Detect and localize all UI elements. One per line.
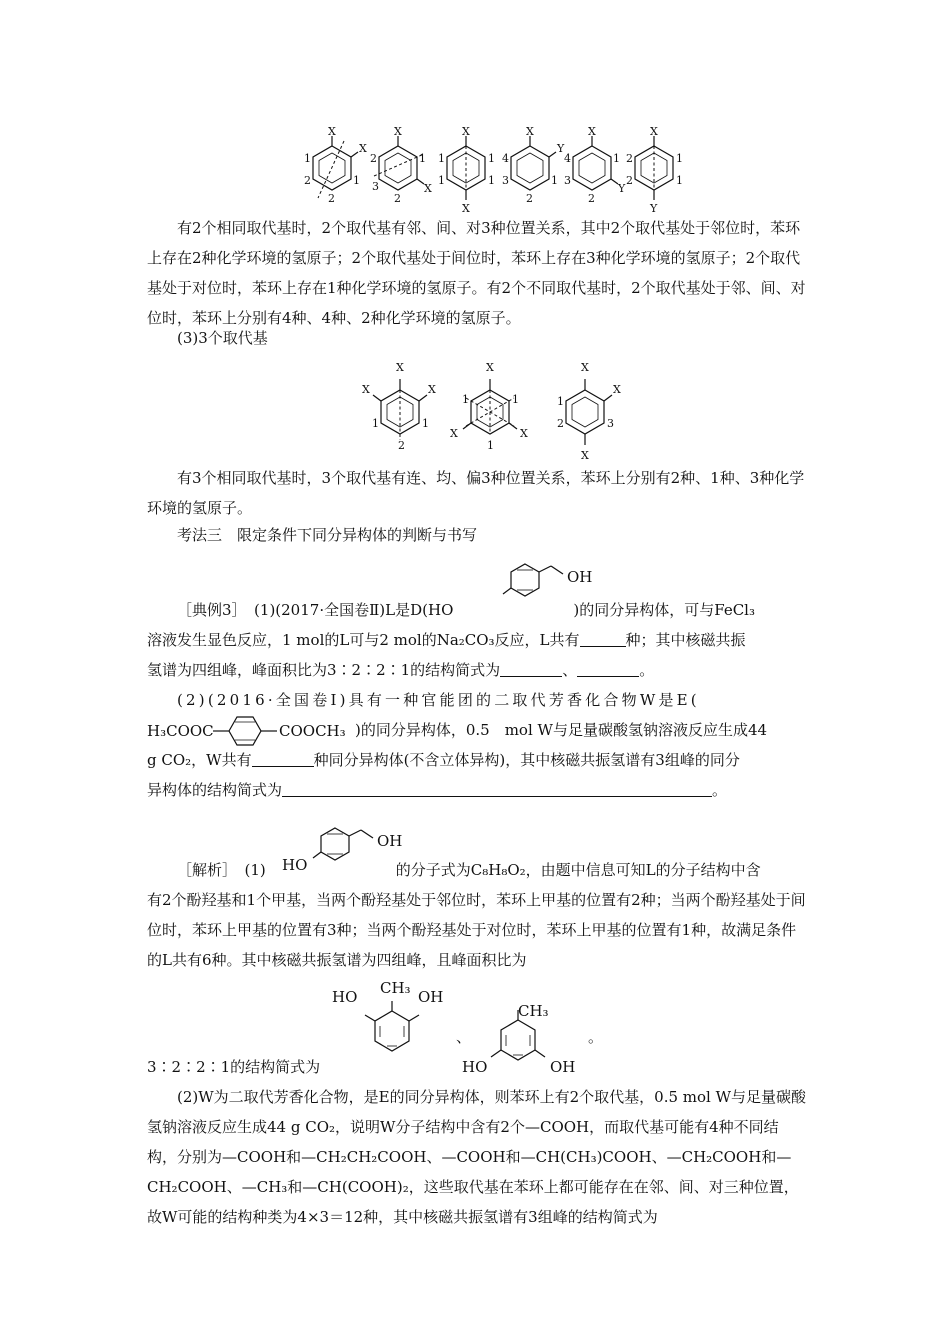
example3-q2-line2 [355, 715, 767, 745]
example3-q2-line4-start: 异构体的结构简式为 [147, 781, 283, 799]
ring-unsymmetric [566, 379, 612, 445]
x-label: X [520, 427, 528, 440]
example3-q2-line4 [147, 775, 727, 805]
period: 。 [639, 661, 655, 679]
example3-q2-line3-start: g CO₂，W共有 [147, 751, 252, 769]
oh-label: OH [567, 568, 593, 586]
oh-label: OH [377, 832, 403, 850]
ch3-label: CH₃ [380, 979, 411, 997]
x-label: X [462, 125, 470, 138]
position-number: 4 [564, 152, 571, 165]
position-number: 1 [557, 395, 564, 408]
position-number: 2 [557, 417, 564, 430]
ho-label: HO [332, 988, 358, 1006]
period: 。 [588, 1028, 604, 1046]
paragraph-three-substituents: 有3个相同取代基时，3个取代基有连、均、偏3种位置关系，苯环上分别有2种、1种、3种化学环境的氢原子。 [147, 469, 805, 517]
ring-ortho-same [313, 136, 358, 198]
x-label: X [359, 142, 367, 155]
position-number: 1 [462, 393, 469, 406]
ring-meta-different [573, 136, 618, 190]
x-label: X [650, 125, 658, 138]
position-number: 3 [564, 174, 571, 187]
oh-label: OH [550, 1058, 576, 1076]
ho-label: HO [427, 601, 454, 619]
cooch3-label: COOCH₃ [279, 722, 346, 740]
position-number: 2 [328, 192, 335, 205]
position-number: 2 [588, 192, 595, 205]
x-label: X [588, 125, 596, 138]
answer-blank-structure-2[interactable] [577, 658, 639, 677]
answer-structure-2-methylresorcinol [330, 975, 455, 1063]
position-number: 2 [370, 152, 377, 165]
example3-line2-end: 种；其中核磁共振 [625, 631, 746, 649]
x-label: X [581, 361, 589, 374]
example3-q2-line1-text: (2)(2016·全国卷Ⅰ)具有一种官能团的二取代芳香化合物W是E( [177, 691, 700, 709]
analysis-label: ［解析］ (1) [177, 861, 266, 879]
x-label: X [394, 125, 402, 138]
position-number: 4 [502, 152, 509, 165]
trisubstituted-benzene-diagrams [350, 355, 640, 465]
x-label: X [486, 361, 494, 374]
ring-symmetric [463, 379, 517, 434]
x-label: X [581, 449, 589, 462]
position-number: 3 [372, 180, 379, 193]
x-label: X [396, 361, 404, 374]
method-three-title: 考法三 限定条件下同分异构体的判断与书写 [177, 526, 478, 544]
position-number: 1 [304, 152, 311, 165]
example3-line3 [147, 655, 654, 685]
x-label: X [526, 125, 534, 138]
ho-label: HO [462, 1058, 488, 1076]
example3-q2-line3-end: 种同分异构体(不含立体异构)，其中核磁共振氢谱有3组峰的同分 [313, 751, 740, 769]
position-number: 2 [394, 192, 401, 205]
example3-line1-start: ［典例3］ (1)(2017·全国卷Ⅱ)L是D( [177, 601, 428, 619]
answer-blank-count[interactable] [580, 628, 626, 647]
position-number: 1 [438, 152, 445, 165]
position-number: 1 [676, 152, 683, 165]
analysis-paragraph: 有2个酚羟基和1个甲基，当两个酚羟基处于邻位时，苯环上甲基的位置有2种；当两个酚羟基处于间位时，苯环上甲基的位置有3种；当两个酚羟基处于对位时，苯环上甲基的位置有1种，故满足条件的L共有6种。其中核磁共振氢谱为四组峰，且峰面积比为 [147, 891, 806, 969]
x-label: X [328, 125, 336, 138]
x-label: X [462, 202, 470, 215]
h3cooc-label: H₃COOC [147, 722, 214, 740]
position-number: 2 [398, 439, 405, 452]
example3-q2-line2-text: )的同分异构体，0.5 mol W与足量碳酸氢钠溶液反应生成44 [355, 721, 768, 739]
example3-line1 [177, 595, 755, 625]
disubstituted-benzene-diagrams [290, 118, 690, 218]
paragraph-two-substituents: 有2个相同取代基时，2个取代基有邻、间、对3种位置关系，其中2个取代基处于邻位时，苯环上存在2种化学环境的氢原子；2个取代基处于间位时，苯环上存在3种化学环境的氢原子；2个取代基处于对位时，苯环上存在1种化学环境的氢原子。有2个不同取代基时，2个取代基处于邻、间、对位时，苯环上分别有4种、4种、2种化学环境的氢原子。 [147, 219, 806, 327]
position-number: 2 [526, 192, 533, 205]
position-number: 1 [422, 417, 429, 430]
ring-adjacent [373, 379, 427, 440]
analysis-part2: (2)W为二取代芳香化合物，是E的同分异构体，则苯环上有2个取代基，0.5 mol W与足量碳酸氢钠溶液反应生成44 g CO₂，说明W分子结构中含有2个—COOH，而取代基可能有4种不同结构，分别为—COOH和—CH₂CH₂COOH、—COOH和—CH(CH₃)COOH、—CH₂COOH和—CH₂COOH、—CH₃和—CH(COOH)₂，这些取代基在苯环上都可能存在在邻、间、对三种位置，故W可能的结构种类为4×3＝12种，其中核磁共振氢谱有3组峰的结构简式为 [147, 1088, 807, 1226]
position-number: 2 [626, 174, 633, 187]
position-number: 1 [419, 152, 426, 165]
x-label: X [362, 383, 370, 396]
position-number: 1 [372, 417, 379, 430]
position-number: 1 [438, 174, 445, 187]
example3-line1-end: )的同分异构体，可与FeCl₃ [573, 601, 755, 619]
answer-structure-5-methylresorcinol [460, 1000, 585, 1076]
position-number: 1 [487, 439, 494, 452]
example3-line3-text: 氢谱为四组峰，峰面积比为3∶2∶2∶1的结构简式为 [147, 661, 501, 679]
analysis-line1 [177, 855, 761, 885]
position-number: 1 [613, 152, 620, 165]
position-number: 1 [676, 174, 683, 187]
separator: 、 [562, 661, 578, 679]
position-number: 1 [551, 174, 558, 187]
position-number: 2 [304, 174, 311, 187]
y-label: Y [650, 202, 658, 215]
ring-meta-same [374, 136, 424, 190]
ho-label: HO [282, 856, 308, 874]
position-number: 1 [353, 174, 360, 187]
position-number: 3 [502, 174, 509, 187]
answer-blank-isomer-count[interactable] [252, 748, 314, 767]
ch3-label: CH₃ [518, 1002, 549, 1020]
period: 。 [712, 781, 728, 799]
heading-three-substituents: (3)3个取代基 [177, 329, 268, 347]
oh-label: OH [418, 988, 444, 1006]
analysis-ratio-text: 3∶2∶2∶1的结构简式为 [147, 1058, 321, 1076]
x-label: X [424, 182, 432, 195]
ring-ortho-different [511, 136, 556, 190]
x-label: X [450, 427, 458, 440]
position-number: 2 [626, 152, 633, 165]
position-number: 3 [607, 417, 614, 430]
position-number: 1 [488, 174, 495, 187]
ring-para-same [447, 136, 485, 200]
position-number: 1 [488, 152, 495, 165]
example3-q2-line3 [147, 745, 740, 775]
x-label: X [613, 383, 621, 396]
answer-blank-structure-1[interactable] [500, 658, 562, 677]
x-label: X [428, 383, 436, 396]
analysis-line1-text: 的分子式为C₈H₈O₂，由题中信息可知L的分子结构中含 [395, 861, 761, 879]
answer-blank-isomer-structure[interactable] [282, 778, 712, 797]
analysis-ratio-line [147, 1052, 320, 1082]
y-label: Y [618, 182, 626, 195]
y-label: Y [557, 142, 565, 155]
ring-para-different [635, 136, 673, 200]
position-number: 1 [512, 393, 519, 406]
answer-period [588, 1022, 603, 1052]
example3-line2 [147, 625, 746, 655]
separator: 、 [456, 1028, 472, 1046]
example3-line2-text: 溶液发生显色反应，1 mol的L可与2 mol的Na₂CO₃反应，L共有 [147, 631, 580, 649]
